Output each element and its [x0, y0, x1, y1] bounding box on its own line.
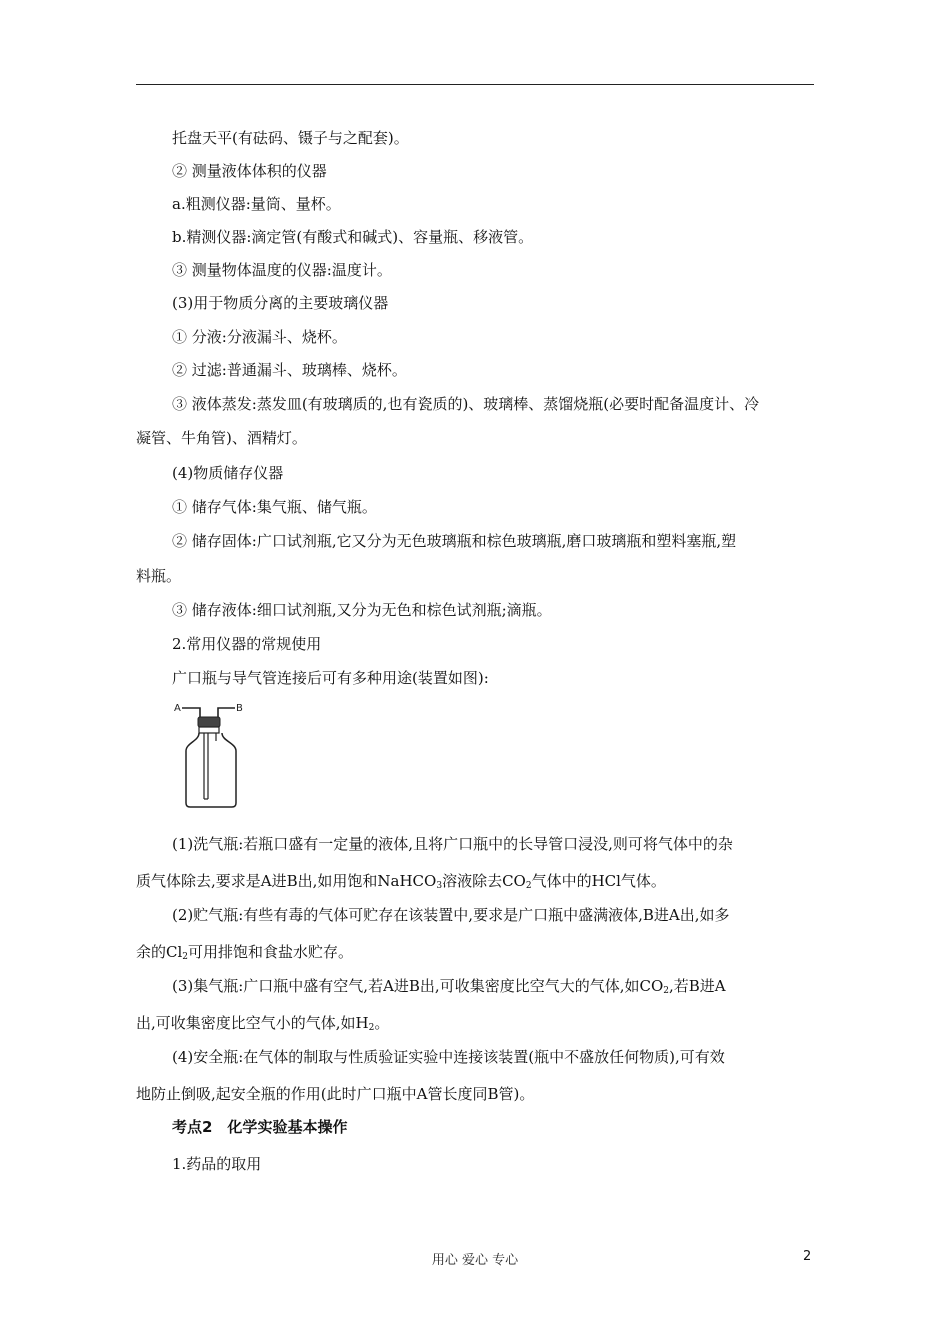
- text-line: 1.药品的取用: [172, 1155, 262, 1173]
- text-line: ③ 测量物体温度的仪器:温度计。: [172, 261, 392, 279]
- text-line: ② 储存固体:广口试剂瓶,它又分为无色玻璃瓶和棕色玻璃瓶,磨口玻璃瓶和塑料塞瓶,塑: [172, 532, 737, 550]
- text-line: 托盘天平(有砝码、镊子与之配套)。: [172, 129, 409, 147]
- text-line: ① 储存气体:集气瓶、储气瓶。: [172, 498, 377, 516]
- text-line: 地防止倒吸,起安全瓶的作用(此时广口瓶中A管长度同B管)。: [136, 1085, 535, 1103]
- text-line: 质气体除去,要求是A进B出,如用饱和NaHCO$_3$溶液除去$CO_2$气体中的HCl气体。: [136, 872, 666, 891]
- text-line: 余的$Cl_2$可用排饱和食盐水贮存。: [136, 943, 354, 962]
- gas-bottle-figure: [172, 699, 262, 814]
- text-line: (4)物质储存仪器: [172, 464, 284, 482]
- text-line: b.精测仪器:滴定管(有酸式和碱式)、容量瓶、移液管。: [172, 228, 534, 246]
- text-line: ③ 储存液体:细口试剂瓶,又分为无色和棕色试剂瓶;滴瓶。: [172, 601, 552, 619]
- text-line: 2.常用仪器的常规使用: [172, 635, 322, 653]
- text-line: (4)安全瓶:在气体的制取与性质验证实验中连接该装置(瓶中不盛放任何物质),可有效: [172, 1048, 725, 1066]
- text-line: 广口瓶与导气管连接后可有多种用途(装置如图):: [172, 669, 489, 687]
- text-line: a.粗测仪器:量筒、量杯。: [172, 195, 341, 213]
- figure-label-b: B: [236, 703, 243, 714]
- text-line: ② 过滤:普通漏斗、玻璃棒、烧杯。: [172, 361, 407, 379]
- text-line: ② 测量液体体积的仪器: [172, 162, 327, 180]
- text-line: 凝管、牛角管)、酒精灯。: [136, 429, 307, 447]
- section-heading: 考点2 化学实验基本操作: [172, 1118, 348, 1136]
- text-line: (2)贮气瓶:有些有毒的气体可贮存在该装置中,要求是广口瓶中盛满液体,B进A出,如多: [172, 906, 730, 924]
- text-line: 料瓶。: [136, 567, 182, 585]
- text-line: (1)洗气瓶:若瓶口盛有一定量的液体,且将广口瓶中的长导管口浸没,则可将气体中的杂: [172, 835, 733, 853]
- figure-label-a: A: [174, 703, 181, 714]
- header-rule: [136, 84, 814, 85]
- text-line: ③ 液体蒸发:蒸发皿(有玻璃质的,也有瓷质的)、玻璃棒、蒸馏烧瓶(必要时配备温度计、冷: [172, 395, 760, 413]
- text-line: (3)集气瓶:广口瓶中盛有空气,若A进B出,可收集密度比空气大的气体,如$CO_2$,若B进A: [172, 977, 726, 996]
- text-line: 出,可收集密度比空气小的气体,如$H_2$。: [136, 1014, 390, 1033]
- footer-text: 用心 爱心 专心: [431, 1253, 519, 1268]
- text-line: (3)用于物质分离的主要玻璃仪器: [172, 294, 389, 312]
- text-line: ① 分液:分液漏斗、烧杯。: [172, 328, 347, 346]
- page-number: 2: [803, 1249, 812, 1264]
